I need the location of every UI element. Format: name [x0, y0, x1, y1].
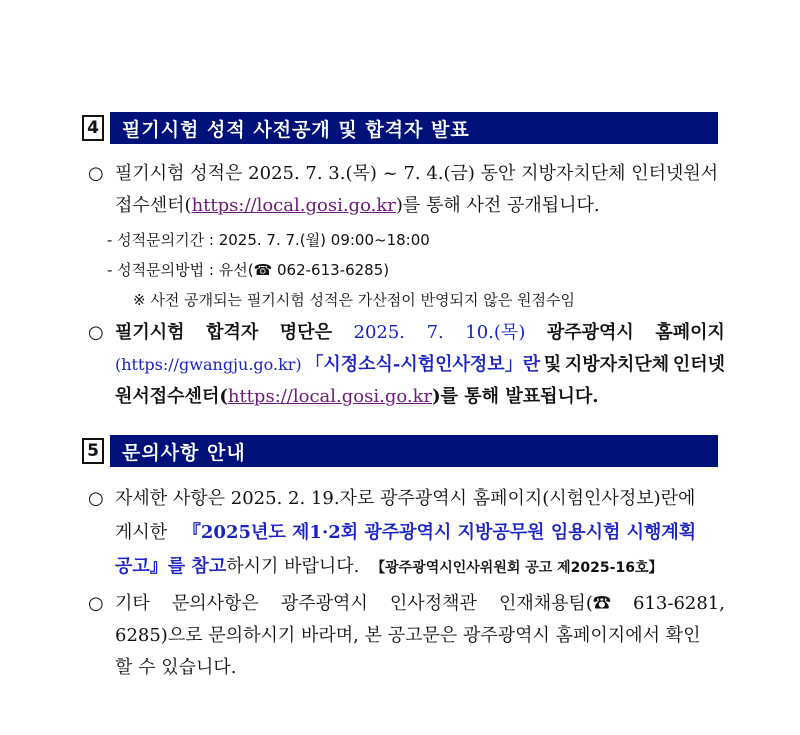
- word: 지방자치단체: [564, 354, 670, 375]
- word: 기타: [115, 593, 150, 614]
- section-number: 5: [82, 438, 104, 464]
- text: 062-613-6285): [272, 261, 390, 279]
- inquiry-method: [107, 259, 389, 281]
- text: - 성적문의방법 : 유선(: [107, 261, 254, 279]
- word: 인터넷: [672, 354, 725, 375]
- text: )를 통해 사전 공개됩니다.: [395, 195, 600, 216]
- word: 613-6281,: [633, 593, 725, 614]
- local-gosi-link[interactable]: https://local.gosi.go.kr: [227, 386, 433, 407]
- text: 게시한: [115, 522, 168, 543]
- announcement-title: 공고』를 참고: [115, 556, 227, 577]
- section-title: 필기시험 성적 사전공개 및 합격자 발표: [110, 112, 718, 144]
- word: 광주광역시: [280, 593, 368, 614]
- word: 홈페이지: [655, 322, 725, 343]
- section-4-header: [82, 112, 718, 144]
- date: 2025.: [353, 322, 406, 343]
- text: 원서접수센터(: [115, 386, 228, 407]
- paragraph-line: [115, 593, 725, 615]
- section-number: 4: [82, 115, 104, 141]
- bullet-marker: ○: [88, 593, 104, 614]
- word: 문의사항은: [171, 593, 259, 614]
- word: 필기시험: [115, 322, 185, 343]
- text: 접수센터(: [115, 195, 192, 216]
- section-5-header: [82, 435, 718, 467]
- section-title: 문의사항 안내: [110, 435, 718, 467]
- highlight: 「시정소식-시험인사정보」란: [305, 354, 541, 375]
- paragraph-line: [115, 354, 725, 376]
- note: ※ 사전 공개되는 필기시험 성적은 가산점이 반영되지 않은 원점수임: [133, 291, 575, 309]
- paragraph-line: 필기시험 성적은 2025. 7. 3.(목) ~ 7. 4.(금) 동안 지방자치단체 인터넷원서: [115, 163, 719, 184]
- paragraph-line: 자세한 사항은 2025. 2. 19.자로 광주광역시 홈페이지(시험인사정보)란에: [115, 488, 696, 509]
- announcement-title: 『2025년도 제1·2회 광주광역시 지방공무원 임용시험 시행계획: [182, 522, 697, 543]
- word: 인재채용팀(☎: [498, 593, 611, 614]
- word: 광주광역시: [546, 322, 634, 343]
- phone-icon: ☎: [253, 261, 273, 279]
- word: 인사정책관: [389, 593, 477, 614]
- paragraph-line: [115, 386, 599, 408]
- date: 10.(목): [465, 322, 526, 343]
- bullet-marker: ○: [88, 488, 104, 509]
- paragraph-line: [115, 556, 662, 579]
- date: 7.: [426, 322, 444, 343]
- text: )를 통해 발표됩니다.: [432, 386, 599, 407]
- word: 합격자: [206, 322, 259, 343]
- paragraph-line: [115, 522, 696, 544]
- paragraph-line: [115, 195, 600, 217]
- bullet-marker: ○: [88, 163, 104, 184]
- gwangju-link[interactable]: (https://gwangju.go.kr): [115, 355, 302, 374]
- announcement-number: 【광주광역시인사위원회 공고 제2025-16호】: [371, 560, 663, 576]
- paragraph-line: 할 수 있습니다.: [115, 657, 237, 678]
- word: 및: [543, 354, 562, 375]
- word: 명단은: [279, 322, 332, 343]
- bullet-marker: ○: [88, 322, 104, 343]
- text: 하시기 바랍니다.: [226, 556, 360, 577]
- paragraph-line: [115, 322, 725, 344]
- inquiry-period: - 성적문의기간 : 2025. 7. 7.(월) 09:00~18:00: [107, 231, 430, 249]
- local-gosi-link[interactable]: https://local.gosi.go.kr: [191, 195, 396, 216]
- paragraph-line: 6285)으로 문의하시기 바라며, 본 공고문은 광주광역시 홈페이지에서 확인: [115, 625, 701, 646]
